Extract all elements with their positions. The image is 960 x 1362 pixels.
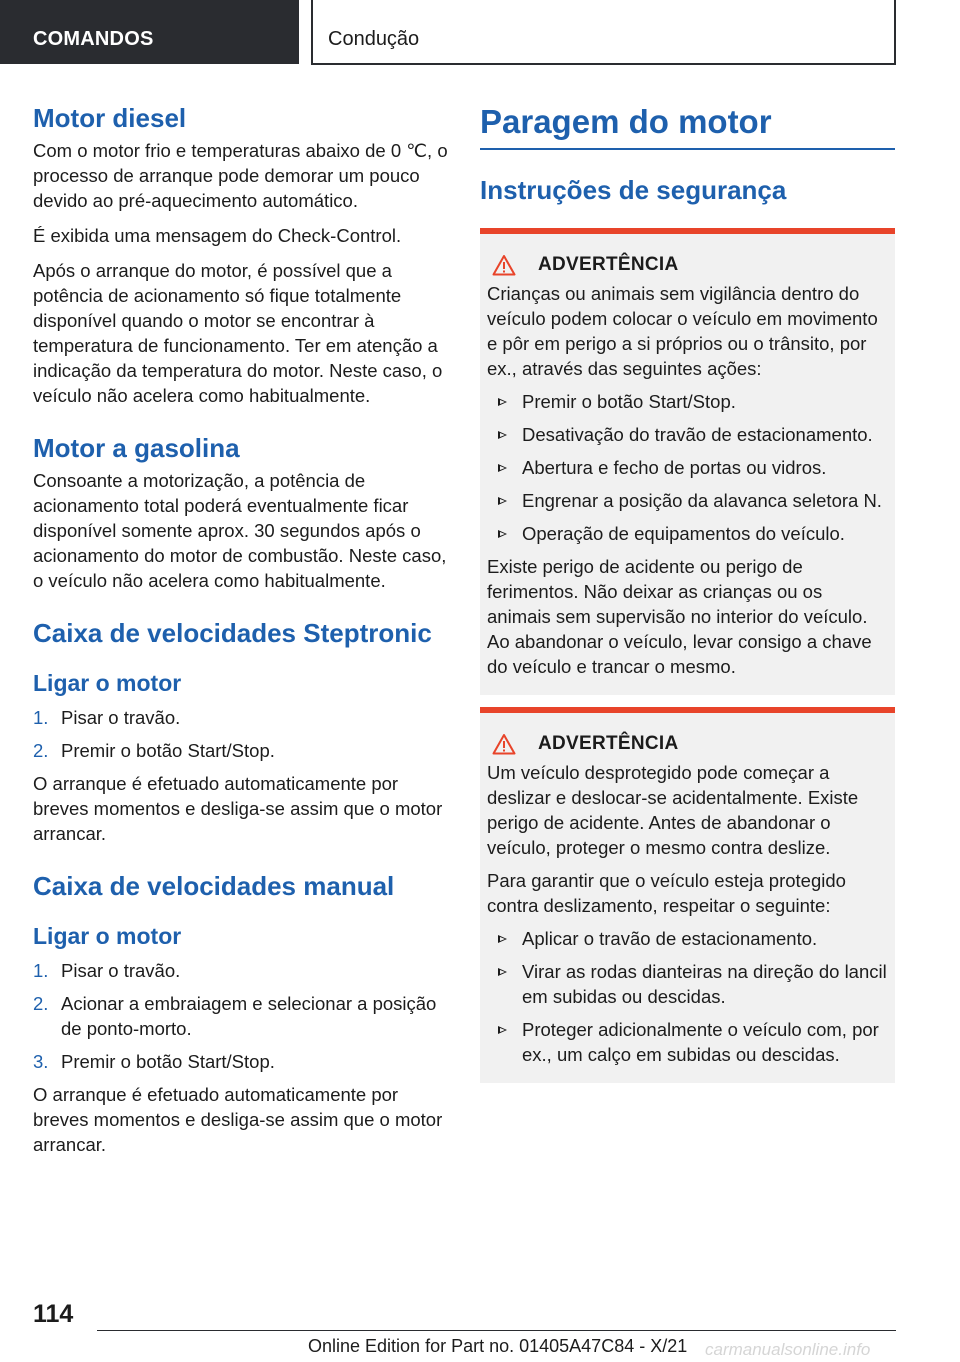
paragraph: É exibida uma mensagem do Check-Control. (33, 225, 402, 246)
bullet-text: Premir o botão Start/Stop. (522, 391, 736, 412)
paragraph: Após o arranque do motor, é possível que a potência de acionamento só fique totalmente disponível quando o motor se encontrar à temperatura de funcionamento. Ter em atenção a indicação da temperatura do motor. Neste caso, o veículo não acelera como habitualmente. (33, 260, 443, 406)
paragraph: Consoante a motorização, a potência de acionamento total poderá eventualmente ficar disponível somente aprox. 30 segundos após o acionamento do motor de combustão. Neste caso, o veículo não acelera como habitualmente. (33, 470, 447, 591)
step-number: 1. (33, 960, 49, 981)
steptronic-steps (33, 705, 448, 763)
step-text: Acionar a embraiagem e selecionar a posição de ponto-morto. (61, 993, 437, 1039)
warning-header (487, 733, 887, 755)
bullet-text: Abertura e fecho de portas ou vidros. (522, 457, 827, 478)
left-column (33, 100, 448, 1157)
list-item (487, 521, 887, 546)
triangle-bullet-icon (498, 530, 507, 538)
step-number: 2. (33, 740, 49, 761)
heading-manual: Caixa de velocidades manual (33, 871, 395, 901)
heading-rule (480, 148, 895, 150)
list-item (487, 455, 887, 480)
warning-bullets (487, 926, 887, 1067)
warning-triangle-icon (492, 254, 516, 276)
list-item (33, 958, 448, 983)
warning-box (480, 228, 895, 695)
step-text: Pisar o travão. (61, 960, 181, 981)
list-item (487, 1017, 887, 1067)
bullet-text: Aplicar o travão de estacionamento. (522, 928, 818, 949)
heading-motor-diesel: Motor diesel (33, 103, 187, 133)
bullet-text: Desativação do travão de estacionamento. (522, 424, 873, 445)
list-item (33, 1049, 448, 1074)
bullet-text: Engrenar a posição da alavanca seletora N. (522, 490, 882, 511)
list-item (33, 991, 448, 1041)
paragraph: O arranque é efetuado automaticamente por breves momentos e desliga-se assim que o motor arrancar. (33, 773, 443, 844)
list-item (487, 389, 887, 414)
warning-text: Para garantir que o veículo esteja protegido contra deslizamento, respeitar o seguinte: (487, 870, 846, 916)
list-item (487, 926, 887, 951)
step-number: 1. (33, 707, 49, 728)
bullet-text: Virar as rodas dianteiras na direção do lancil em subidas ou descidas. (522, 961, 887, 1007)
watermark: carmanualsonline.info (705, 1340, 871, 1359)
list-item (33, 738, 448, 763)
list-item (487, 422, 887, 447)
triangle-bullet-icon (498, 497, 507, 505)
subheading-ligar-motor: Ligar o motor (33, 670, 182, 696)
step-number: 3. (33, 1051, 49, 1072)
footer-divider (97, 1330, 896, 1331)
triangle-bullet-icon (498, 464, 507, 472)
warning-box (480, 707, 895, 1083)
step-text: Pisar o travão. (61, 707, 181, 728)
bullet-text: Proteger adicionalmente o veículo com, por ex., um calço em subidas ou descidas. (522, 1019, 879, 1065)
page-number: 114 (33, 1300, 74, 1328)
warning-header (487, 254, 887, 276)
heading-motor-gasolina: Motor a gasolina (33, 433, 240, 463)
step-number: 2. (33, 993, 49, 1014)
subheading-ligar-motor: Ligar o motor (33, 923, 182, 949)
section-tab (0, 0, 299, 64)
paragraph: O arranque é efetuado automaticamente por breves momentos e desliga-se assim que o motor arrancar. (33, 1084, 443, 1155)
bullet-text: Operação de equipamentos do veículo. (522, 523, 845, 544)
warning-text: Existe perigo de acidente ou perigo de ferimentos. Não deixar as crianças ou os animais sem supervisão no interior do veículo. Ao abandonar o veículo, levar consigo a chave do veículo e trancar o mesmo. (487, 556, 872, 677)
list-item (487, 488, 887, 513)
triangle-bullet-icon (498, 1026, 507, 1034)
paragraph: Com o motor frio e temperaturas abaixo de 0 ℃, o processo de arranque pode demorar um pouco devido ao pré-aquecimento automático. (33, 140, 448, 211)
manual-steps (33, 958, 448, 1074)
right-column (480, 100, 895, 1083)
heading-steptronic: Caixa de velocidades Steptronic (33, 618, 432, 648)
step-text: Premir o botão Start/Stop. (61, 1051, 275, 1072)
warning-label: ADVERTÊNCIA (538, 733, 679, 754)
warning-text: Um veículo desprotegido pode começar a deslizar e deslocar-se acidentalmente. Existe perigo de acidente. Antes de abandonar o veículo, proteger o mesmo contra deslize. (487, 762, 859, 858)
triangle-bullet-icon (498, 935, 507, 943)
warning-label: ADVERTÊNCIA (538, 254, 679, 275)
chapter-label: Condução (328, 28, 420, 50)
warning-triangle-icon (492, 733, 516, 755)
warning-text: Crianças ou animais sem vigilância dentro do veículo podem colocar o veículo em movimento e pôr em perigo a si próprios ou o trânsito, por ex., através das seguintes ações: (487, 283, 878, 379)
list-item (487, 959, 887, 1009)
chapter-tab (311, 0, 896, 65)
step-text: Premir o botão Start/Stop. (61, 740, 275, 761)
heading-paragem-motor: Paragem do motor (480, 103, 772, 140)
section-label: COMANDOS (33, 28, 154, 50)
triangle-bullet-icon (498, 431, 507, 439)
triangle-bullet-icon (498, 968, 507, 976)
warning-bullets (487, 389, 887, 546)
list-item (33, 705, 448, 730)
edition-text: Online Edition for Part no. 01405A47C84 - X/21 (308, 1336, 688, 1356)
heading-instrucoes-seguranca: Instruções de segurança (480, 175, 787, 205)
triangle-bullet-icon (498, 398, 507, 406)
